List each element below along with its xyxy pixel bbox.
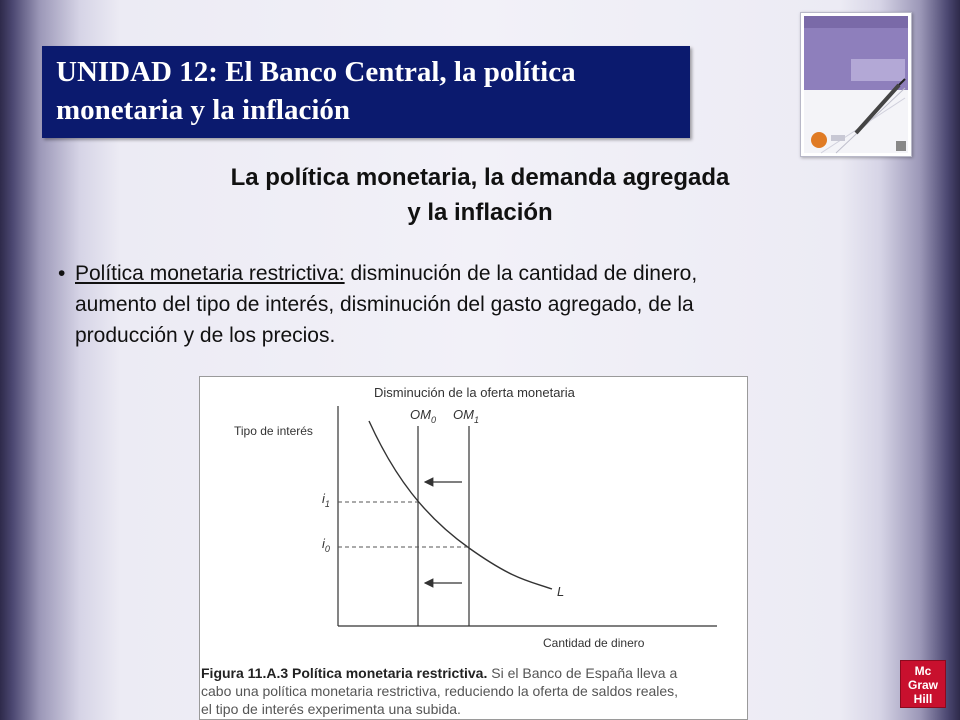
title-banner [42, 46, 690, 138]
logo-line-3: Hill [913, 692, 933, 706]
subtitle-line-1: La política monetaria, la demanda agregada [230, 164, 730, 191]
title-line-2: monetaria y la inflación [56, 94, 351, 126]
i1-text: i [322, 491, 325, 506]
curve-label-l: L [557, 584, 565, 599]
logo-line-1: Mc [914, 664, 932, 678]
bullet-marker: • [58, 262, 66, 285]
bullet-line-2: aumento del tipo de interés, disminución del gasto agregado, de la [75, 293, 694, 316]
bullet-line-1 [75, 258, 875, 289]
caption-line-1 [201, 664, 748, 682]
figure-heading: Disminución de la oferta monetaria [374, 385, 575, 400]
om0-text: OM [410, 407, 431, 422]
i0-subscript: 0 [324, 544, 330, 554]
bullet-line-1-rest: disminución de la cantidad de dinero, [344, 262, 698, 285]
om1-text: OM [453, 407, 474, 422]
caption-line-1-rest: Si el Banco de España lleva a [487, 665, 678, 681]
bullet-line-3: producción y de los precios. [75, 324, 336, 347]
y-axis-label: Tipo de interés [234, 424, 313, 438]
mcgraw-hill-logo [900, 660, 946, 708]
figure-caption [199, 664, 748, 718]
caption-heading: Figura 11.A.3 Política monetaria restrictiva. [201, 665, 488, 681]
om1-subscript: 1 [473, 415, 479, 425]
i0-text: i [322, 536, 325, 551]
i1-subscript: 1 [324, 499, 330, 509]
caption-line-3: el tipo de interés experimenta una subida. [201, 701, 461, 717]
slide-subtitle [0, 160, 960, 230]
money-market-figure [199, 376, 748, 720]
title-line-1: UNIDAD 12: El Banco Central, la política [56, 56, 576, 88]
book-cover-art [801, 13, 911, 156]
logo-line-2: Graw [907, 678, 938, 692]
subtitle-line-2: y la inflación [407, 199, 553, 226]
caption-line-2: cabo una política monetaria restrictiva, reduciendo la oferta de saldos reales, [201, 683, 679, 699]
book-cover-image [800, 12, 912, 157]
om0-subscript: 0 [430, 415, 436, 425]
bullet-term: Política monetaria restrictiva: [75, 262, 345, 285]
x-axis-label: Cantidad de dinero [543, 636, 645, 650]
